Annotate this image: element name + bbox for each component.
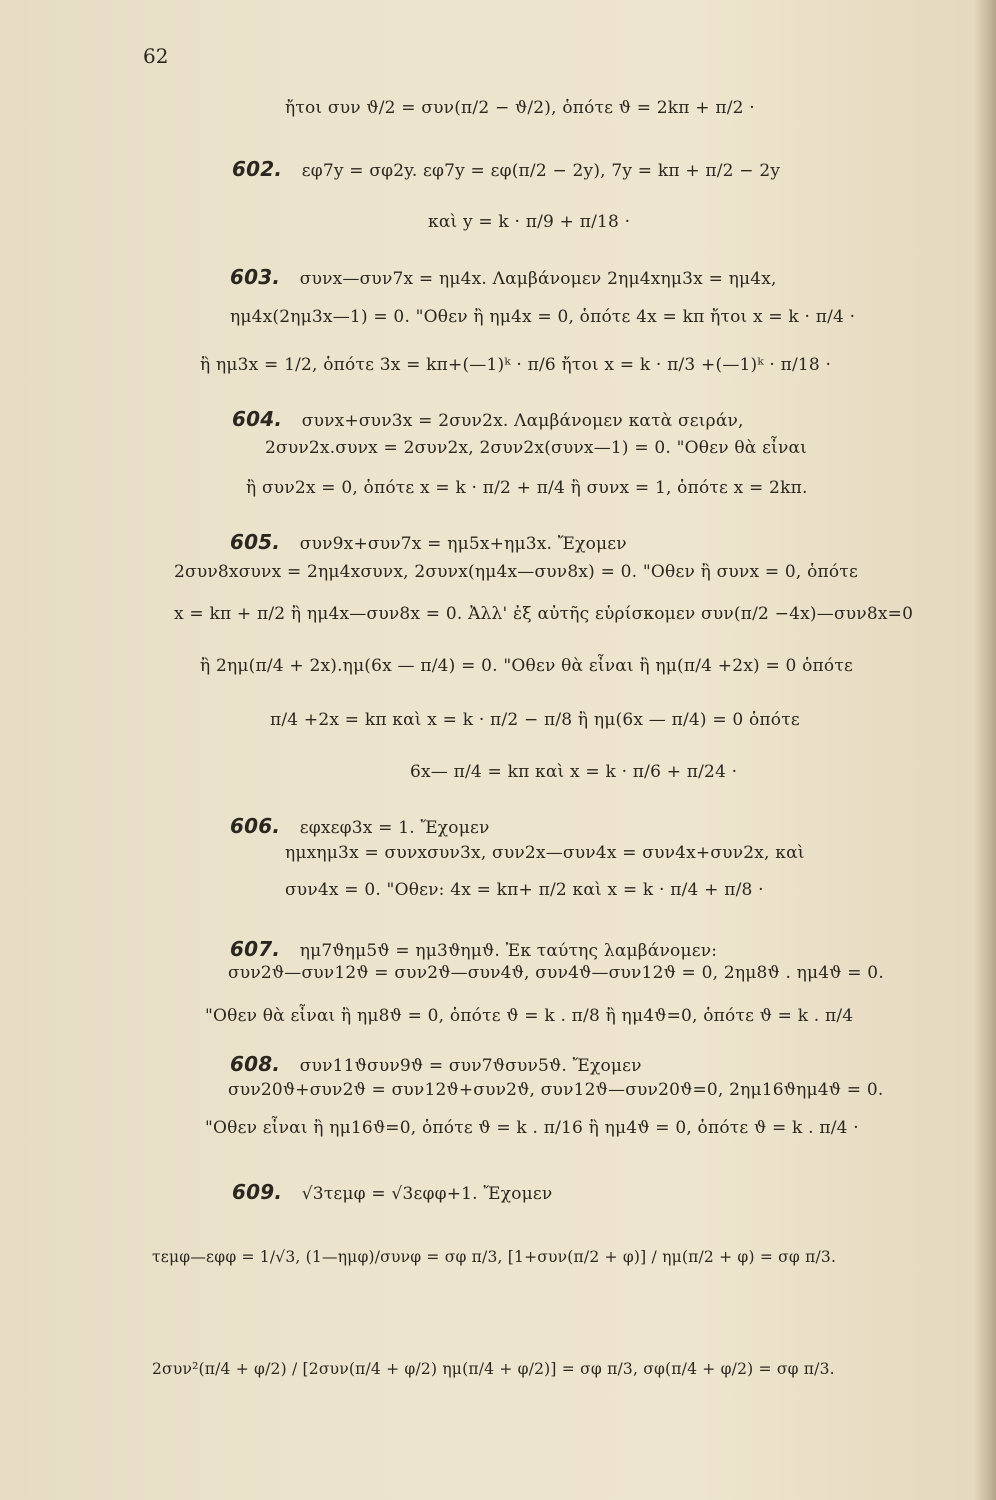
math-line (152, 1248, 836, 1266)
problem-number: 605. (230, 530, 281, 554)
line-text: ημxημ3x = συνxσυν3x, συν2x—συν4x = συν4x+συν2x, καὶ (285, 843, 805, 863)
line-text: ἤτοι συν ϑ/2 = συν(π/2 − ϑ/2), ὁπότε ϑ = 2kπ + π/2 · (285, 98, 755, 118)
line-text: 2συν8xσυνx = 2ημ4xσυνx, 2συνx(ημ4x—συν8x) = 0. "Οθεν ἢ συνx = 0, ὁπότε (174, 562, 858, 582)
math-line (410, 762, 737, 782)
problem-number: 604. (232, 407, 283, 431)
math-line (428, 212, 630, 232)
line-text: 6x— π/4 = kπ καὶ x = k · π/6 + π/24 · (410, 762, 738, 782)
line-text: ημ4x(2ημ3x—1) = 0. "Οθεν ἢ ημ4x = 0, ὁπότε 4x = kπ ἤτοι x = k · π/4 · (230, 307, 856, 327)
line-text: συν2ϑ—συν12ϑ = συν2ϑ—συν4ϑ, συν4ϑ—συν12ϑ = 0, 2ημ8ϑ . ημ4ϑ = 0. (228, 963, 884, 983)
problem-number: 608. (230, 1052, 281, 1076)
problem-number: 603. (230, 265, 281, 289)
math-line (285, 880, 764, 900)
math-line (200, 355, 831, 375)
math-line (285, 98, 755, 118)
math-line (230, 814, 490, 838)
line-text: συνx—συν7x = ημ4x. Λαμβάνομεν 2ημ4xημ3x = ημ4x, (299, 269, 777, 289)
line-text: "Οθεν εἶναι ἢ ημ16ϑ=0, ὁπότε ϑ = k . π/16 ἢ ημ4ϑ = 0, ὁπότε ϑ = k . π/4 · (205, 1118, 859, 1138)
line-text: √3τεμφ = √3εφφ+1. Ἔχομεν (301, 1184, 553, 1204)
line-text: ημ7ϑημ5ϑ = ημ3ϑημϑ. Ἐκ ταύτης λαμβάνομεν: (299, 941, 718, 961)
line-text: ἢ ημ3x = 1/2, ὁπότε 3x = kπ+(—1)ᵏ · π/6 ἤτοι x = k · π/3 +(—1)ᵏ · π/18 · (200, 355, 832, 375)
math-line (246, 478, 808, 498)
math-line (232, 1180, 552, 1204)
math-line (205, 1006, 853, 1026)
line-text: συν11ϑσυν9ϑ = συν7ϑσυν5ϑ. Ἔχομεν (299, 1056, 642, 1076)
line-text: τεμφ—εφφ = 1/√3, (1—ημφ)/συνφ = σφ π/3, [1+συν(π/2 + φ)] / ημ(π/2 + φ) = σφ π/3. (152, 1248, 837, 1266)
line-text: συν9x+συν7x = ημ5x+ημ3x. Ἔχομεν (299, 534, 627, 554)
line-text: 2συν²(π/4 + φ/2) / [2συν(π/4 + φ/2) ημ(π/4 + φ/2)] = σφ π/3, σφ(π/4 + φ/2) = σφ π/3. (152, 1360, 835, 1378)
math-line (200, 656, 853, 676)
math-line (228, 963, 884, 983)
math-line (174, 562, 858, 582)
problem-number: 607. (230, 937, 281, 961)
line-text: ἢ συν2x = 0, ὁπότε x = k · π/2 + π/4 ἢ συνx = 1, ὁπότε x = 2kπ. (246, 478, 808, 498)
math-line (230, 937, 717, 961)
line-text: συν4x = 0. "Οθεν: 4x = kπ+ π/2 καὶ x = k · π/4 + π/8 · (285, 880, 764, 900)
line-text: 2συν2x.συνx = 2συν2x, 2συν2x(συνx—1) = 0. "Οθεν θὰ εἶναι (265, 438, 808, 458)
math-line (230, 530, 627, 554)
line-text: "Οθεν θὰ εἶναι ἢ ημ8ϑ = 0, ὁπότε ϑ = k . π/8 ἢ ημ4ϑ=0, ὁπότε ϑ = k . π/4 (205, 1006, 854, 1026)
math-line (265, 438, 807, 458)
line-text: εφ7y = σφ2y. εφ7y = εφ(π/2 − 2y), 7y = kπ + π/2 − 2y (301, 161, 781, 181)
math-line (232, 407, 744, 431)
math-line (174, 604, 913, 624)
line-text: συνx+συν3x = 2συν2x. Λαμβάνομεν κατὰ σειράν, (301, 411, 744, 431)
math-line (230, 307, 855, 327)
line-text: καὶ y = k · π/9 + π/18 · (428, 212, 631, 232)
page-number: 62 (143, 44, 169, 68)
math-line (228, 1080, 883, 1100)
math-line (285, 843, 805, 863)
math-line (230, 1052, 642, 1076)
math-line (152, 1360, 835, 1378)
line-text: x = kπ + π/2 ἢ ημ4x—συν8x = 0. Ἀλλ' ἐξ αὐτῆς εὑρίσκομεν συν(π/2 −4x)—συν8x=0 (174, 604, 914, 624)
math-line (270, 710, 800, 730)
problem-number: 606. (230, 814, 281, 838)
line-text: εφxεφ3x = 1. Ἔχομεν (299, 818, 490, 838)
page-spine-shadow (974, 0, 996, 1500)
problem-number: 609. (232, 1180, 283, 1204)
line-text: ἢ 2ημ(π/4 + 2x).ημ(6x — π/4) = 0. "Οθεν θὰ εἶναι ἢ ημ(π/4 +2x) = 0 ὁπότε (200, 656, 853, 676)
math-line (230, 265, 777, 289)
line-text: π/4 +2x = kπ καὶ x = k · π/2 − π/8 ἢ ημ(6x — π/4) = 0 ὁπότε (270, 710, 800, 730)
math-line (205, 1118, 859, 1138)
line-text: συν20ϑ+συν2ϑ = συν12ϑ+συν2ϑ, συν12ϑ—συν20ϑ=0, 2ημ16ϑημ4ϑ = 0. (228, 1080, 884, 1100)
math-line (232, 157, 780, 181)
problem-number: 602. (232, 157, 283, 181)
